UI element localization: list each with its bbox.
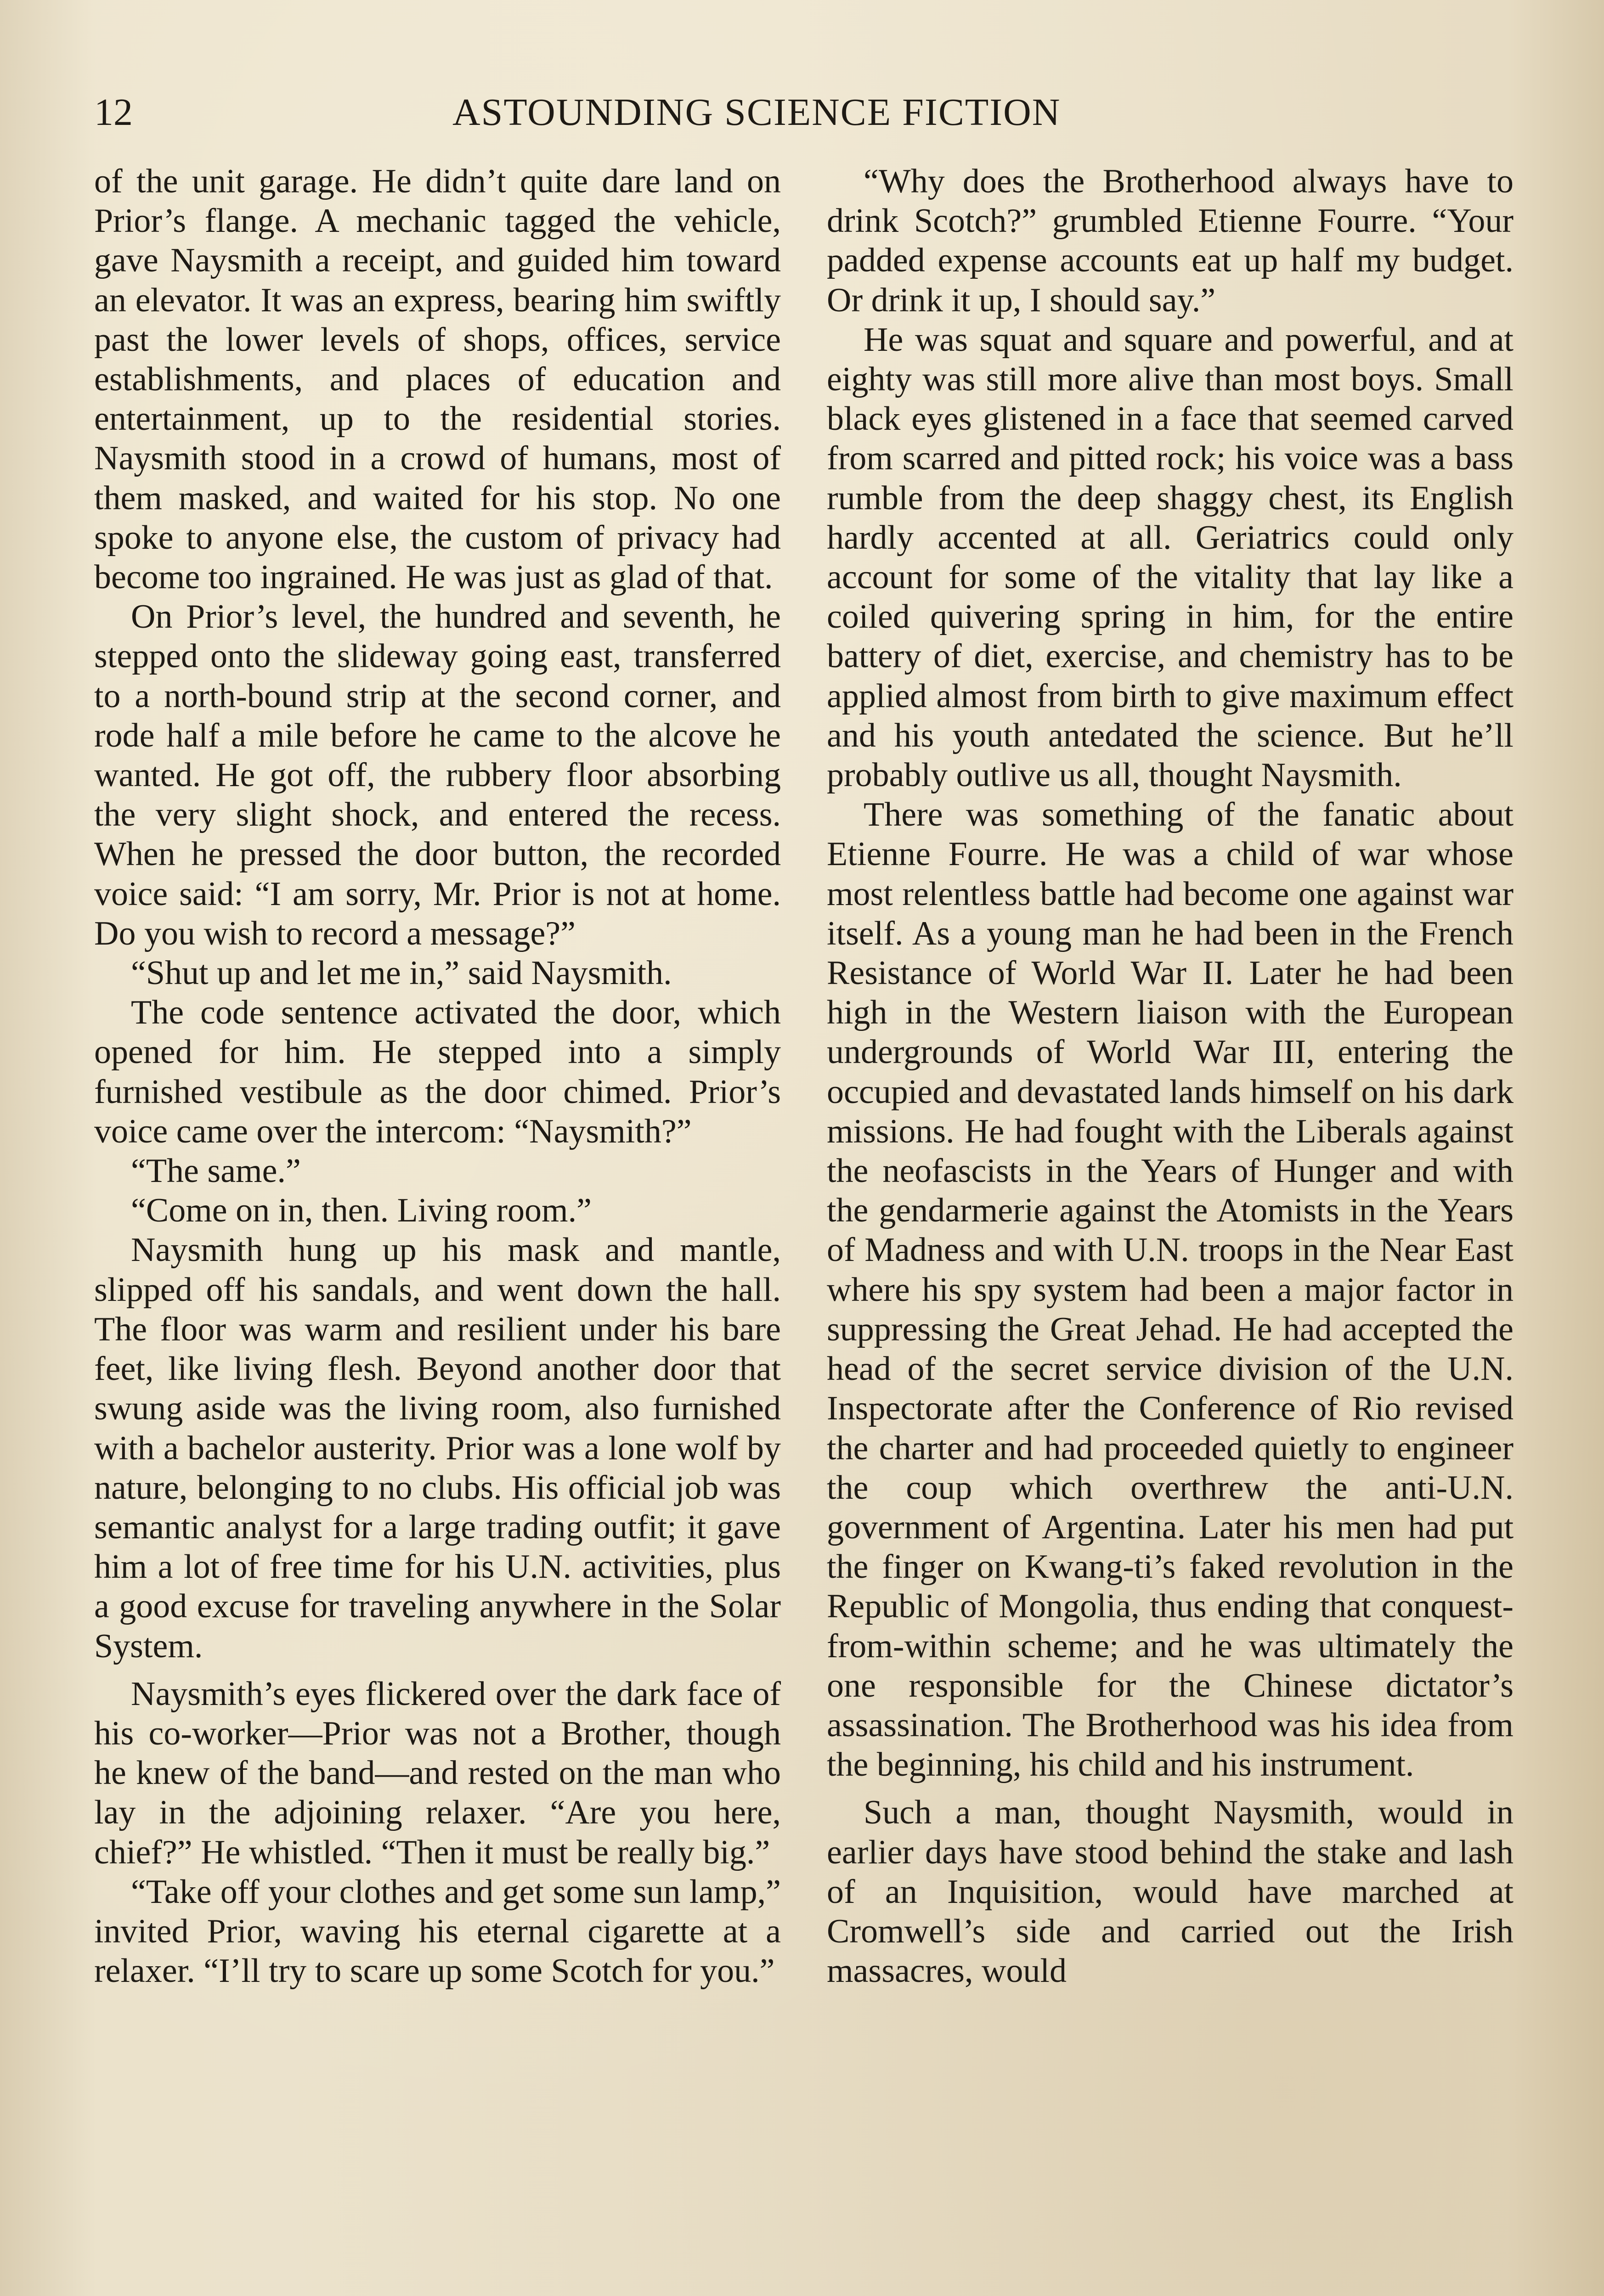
paragraph: “Why does the Brotherhood always have to drink Scotch?” grumbled Etienne Fourre. “Your padded expense accounts eat up half my budget. Or drink it up, I should say.”: [827, 163, 1514, 319]
page-number: 12: [94, 91, 133, 134]
paragraph: Naysmith’s eyes flickered over the dark face of his co-worker—Prior was not a Brother, though he knew of the band—and rested on the man who lay in the adjoining relaxer. “Are you here, chief?” He whistled. “Then it must be really big.”: [94, 1675, 781, 1871]
paragraph: “Shut up and let me in,” said Naysmith.: [131, 954, 672, 992]
left-text-column: [94, 162, 781, 1991]
paragraph: “Take off your clothes and get some sun lamp,” invited Prior, waving his eternal cigarette at a relaxer. “I’ll try to scare up some Scotch for you.”: [94, 1873, 781, 1990]
paragraph: He was squat and square and powerful, and at eighty was still more alive than most boys. Small black eyes glistened in a face that seemed carved from scarred and pitted rock; his voice was a bass rumble from the deep shaggy chest, its English hardly accented at all. Geriatrics could only account for some of the vitality that lay like a coiled quivering spring in him, for the entire battery of diet, exercise, and chemistry has to be applied almost from birth to give maximum effect and his youth antedated the science. But he’ll probably outlive us all, thought Naysmith.: [827, 321, 1514, 794]
paragraph: There was something of the fanatic about Etienne Fourre. He was a child of war whose most relentless battle had become one against war itself. As a young man he had been in the French Resistance of World War II. Later he had been high in the Western liaison with the European undergrounds of World War III, entering the occupied and devastated lands himself on his dark missions. He had fought with the Liberals against the neofascists in the Years of Hunger and with the gendarmerie against the Atomists in the Years of Madness and with U.N. troops in the Near East where his spy system had been a major factor in suppressing the Great Jehad. He had accepted the head of the secret service division of the U.N. Inspectorate after the Conference of Rio revised the charter and had proceeded quietly to engineer the coup which overthrew the anti-U.N. government of Argentina. Later his men had put the finger on Kwang-ti’s faked revolution in the Republic of Mongolia, thus ending that conquest-from-within scheme; and he was ultimately the one responsible for the Chinese dictator’s assassination. The Brotherhood was his idea from the beginning, his child and his instrument.: [827, 796, 1514, 1784]
page-header: [94, 83, 1514, 142]
paragraph: The code sentence activated the door, which opened for him. He stepped into a simply furnished vestibule as the door chimed. Prior’s voice came over the intercom: “Naysmith?”: [94, 994, 781, 1150]
paragraph: Naysmith hung up his mask and mantle, slipped off his sandals, and went down the hall. The floor was warm and resilient under his bare feet, like living flesh. Beyond another door that swung aside was the living room, also furnished with a bachelor austerity. Prior was a lone wolf by nature, belonging to no clubs. His official job was semantic analyst for a large trading outfit; it gave him a lot of free time for his U.N. activities, plus a good excuse for traveling anywhere in the Solar System.: [94, 1231, 781, 1665]
paragraph: of the unit garage. He didn’t quite dare land on Prior’s flange. A mechanic tagged the vehicle, gave Naysmith a receipt, and guided him toward an elevator. It was an express, bearing him swiftly past the lower levels of shops, offices, service establishments, and places of education and entertainment, up to the residential stories. Naysmith stood in a crowd of humans, most of them masked, and waited for his stop. No one spoke to anyone else, the custom of privacy had become too ingrained. He was just as glad of that.: [94, 163, 781, 597]
paragraph: On Prior’s level, the hundred and seventh, he stepped onto the slideway going east, transferred to a north-bound strip at the second corner, and rode half a mile before he came to the alcove he wanted. He got off, the rubbery floor absorbing the very slight shock, and entered the recess. When he pressed the door button, the recorded voice said: “I am sorry, Mr. Prior is not at home. Do you wish to record a message?”: [94, 598, 781, 952]
paragraph: “The same.”: [131, 1152, 301, 1190]
right-text-column: [827, 162, 1514, 1991]
paragraph: Such a man, thought Naysmith, would in earlier days have stood behind the stake and lash of an Inquisition, would have marched at Cromwell’s side and carried out the Irish massacres, would: [827, 1794, 1514, 1990]
paragraph: “Come on in, then. Living room.”: [131, 1192, 592, 1230]
running-head-title: ASTOUNDING SCIENCE FICTION: [452, 91, 1061, 134]
